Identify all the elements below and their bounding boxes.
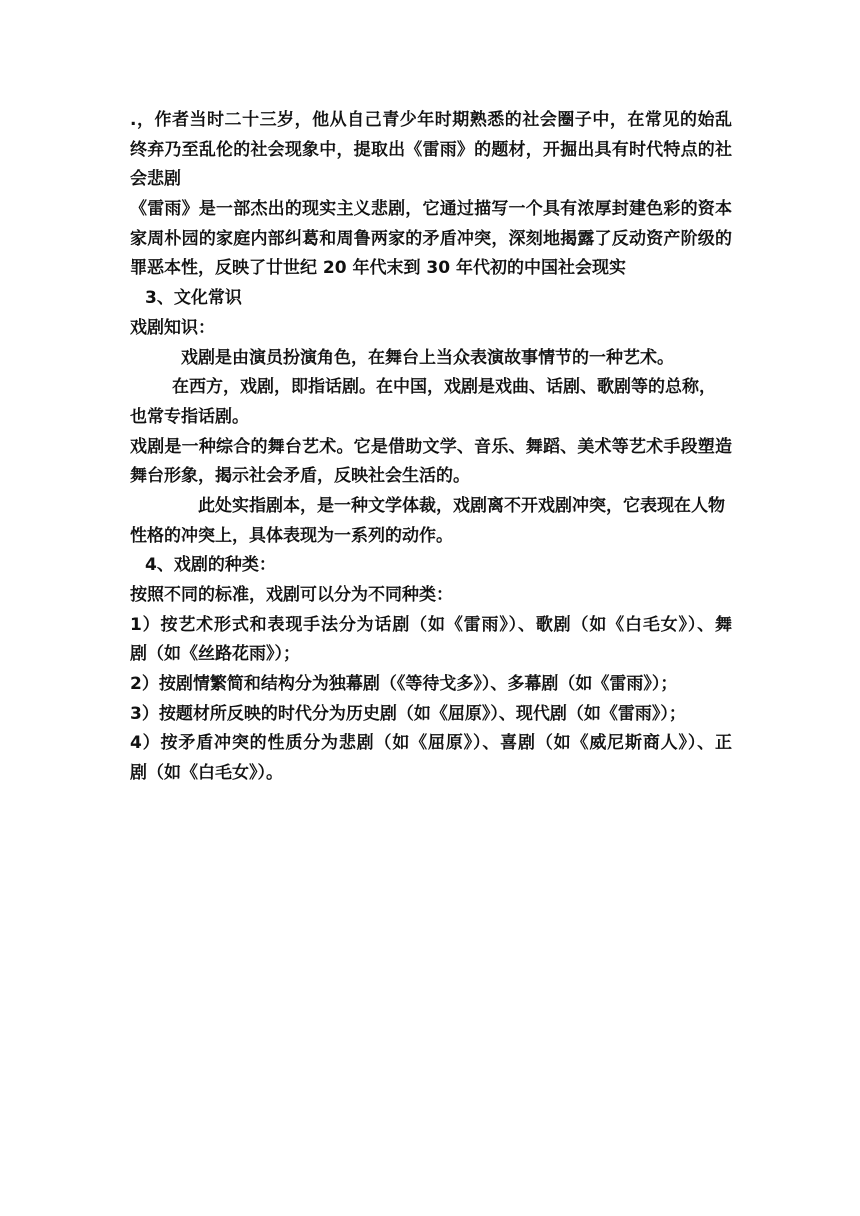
text-line: 家周朴园的家庭内部纠葛和周鲁两家的矛盾冲突，深刻地揭露了反动资产阶级的 bbox=[130, 228, 732, 249]
text-line: 舞台形象，揭示社会矛盾，反映社会生活的。 bbox=[130, 466, 470, 487]
text-line: 罪恶本性，反映了廿世纪 20 年代末到 30 年代初的中国社会现实 bbox=[130, 258, 626, 279]
paragraph-line: 戏剧是由演员扮演角色，在舞台上当众表演故事情节的一种艺术。 bbox=[181, 347, 674, 368]
list-item bbox=[130, 611, 732, 670]
subheading: 戏剧知识： bbox=[130, 317, 215, 338]
text-line: .，作者当时二十三岁，他从自己青少年时期熟悉的社会圈子中，在常见的始乱 bbox=[130, 110, 732, 130]
paragraph-line: 按照不同的标准，戏剧可以分为不同种类： bbox=[130, 585, 453, 605]
text-line: 也常专指话剧。 bbox=[130, 406, 249, 427]
paragraph bbox=[130, 492, 732, 551]
text-line: 在西方，戏剧，即指话剧。在中国，戏剧是戏曲、话剧、歌剧等的总称， bbox=[172, 377, 716, 398]
list-item: 3）按题材所反映的时代分为历史剧（如《屈原》）、现代剧（如《雷雨》）； bbox=[130, 703, 686, 724]
section-heading: 3、文化常识 bbox=[145, 288, 242, 309]
text-line: 会悲剧 bbox=[130, 169, 181, 190]
intro-paragraph bbox=[130, 106, 732, 195]
document-body bbox=[130, 106, 732, 789]
text-line: 终弃乃至乱伦的社会现象中，提取出《雷雨》的题材，开掘出具有时代特点的社 bbox=[130, 139, 732, 160]
text-line: 剧（如《丝路花雨》）； bbox=[130, 644, 300, 665]
list-item bbox=[130, 729, 732, 788]
text-line: 1）按艺术形式和表现手法分为话剧（如《雷雨》）、歌剧（如《白毛女》）、舞 bbox=[130, 614, 732, 635]
text-line: 《雷雨》是一部杰出的现实主义悲剧，它通过描写一个具有浓厚封建色彩的资本 bbox=[130, 199, 732, 220]
text-line: 戏剧是一种综合的舞台艺术。它是借助文学、音乐、舞蹈、美术等艺术手段塑造 bbox=[130, 436, 732, 457]
section-heading: 4、戏剧的种类： bbox=[145, 555, 276, 576]
text-line: 剧（如《白毛女》）。 bbox=[130, 763, 283, 784]
paragraph bbox=[130, 373, 732, 432]
list-item: 2）按剧情繁简和结构分为独幕剧（《等待戈多》）、多幕剧（如《雷雨》）； bbox=[130, 674, 678, 695]
summary-paragraph bbox=[130, 195, 732, 284]
text-line: 此处实指剧本，是一种文学体裁，戏剧离不开戏剧冲突，它表现在人物 bbox=[198, 495, 725, 516]
text-line: 4）按矛盾冲突的性质分为悲剧（如《屈原》）、喜剧（如《威尼斯商人》）、正 bbox=[130, 733, 732, 754]
paragraph bbox=[130, 433, 732, 492]
text-line: 性格的冲突上，具体表现为一系列的动作。 bbox=[130, 525, 453, 546]
